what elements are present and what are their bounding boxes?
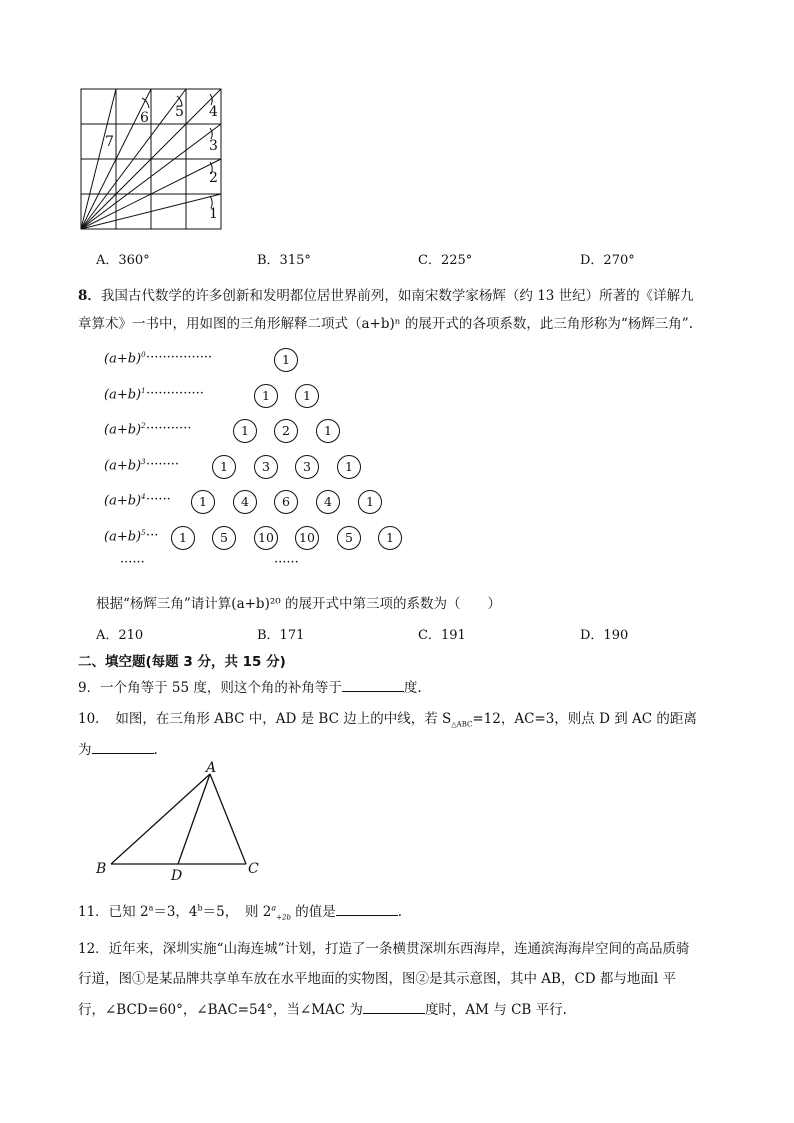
q11-exp-2b: +2b xyxy=(276,913,291,922)
triangle-ellipsis-left: ······ xyxy=(120,555,145,570)
q8-line1: 我国古代数学的许多创新和发明都位居世界前列，如南宋数学家杨辉（约 13 世纪）所著的《详解九 xyxy=(100,288,694,304)
q11-exp-b: b xyxy=(197,903,203,913)
coeff-circle: 4 xyxy=(233,490,257,514)
q11-mid3: 的值是 xyxy=(290,904,336,920)
q12-post: 度时，AM 与 CB 平行. xyxy=(424,1002,567,1018)
coeff-circle: 3 xyxy=(295,455,319,479)
coeff-circle: 1 xyxy=(274,348,298,372)
q8-question: 根据“杨辉三角”请计算(a+b)²⁰ 的展开式中第三项的系数为（ ） xyxy=(96,596,501,612)
q10-pre: 10． 如图，在三角形 ABC 中，AD 是 BC 边上的中线，若 S xyxy=(78,711,452,727)
vertex-label-b: B xyxy=(96,861,107,877)
q7-option-c[interactable]: C．225° xyxy=(418,253,473,268)
q10-line2-pre: 为 xyxy=(78,742,92,758)
q8-text-line1 xyxy=(78,284,694,304)
q11-mid2: ＝5， 则 2 xyxy=(202,904,272,920)
coeff-circle: 1 xyxy=(337,455,361,479)
q12-text-line3 xyxy=(78,998,567,1018)
triangle-abc-figure xyxy=(92,760,272,884)
coeff-circle: 1 xyxy=(171,526,195,550)
grid-label-7: 7 xyxy=(105,134,114,150)
q11-text xyxy=(78,900,402,922)
row-exponent: 4 xyxy=(141,493,146,501)
q11-exp-a: a xyxy=(148,903,154,913)
row-label: (a+b) xyxy=(104,493,142,509)
q10-sub: △ABC xyxy=(451,720,473,729)
q8-option-a[interactable]: A．210 xyxy=(96,628,144,643)
coeff-circle: 1 xyxy=(254,384,278,408)
coeff-circle: 4 xyxy=(316,490,340,514)
q12-pre: 行，∠BCD=60°，∠BAC=54°，当∠MAC 为 xyxy=(78,1002,363,1018)
q10-text-line1 xyxy=(78,707,697,729)
q8-option-b[interactable]: B．171 xyxy=(257,628,305,643)
q10-line2-post: . xyxy=(153,742,158,758)
q11-exp-a2: a xyxy=(271,903,277,913)
row-exponent: 0 xyxy=(141,351,146,359)
coeff-circle: 5 xyxy=(212,526,236,550)
row-dots: ········ xyxy=(146,457,180,472)
row-label: (a+b) xyxy=(104,458,142,474)
row-label: (a+b) xyxy=(104,351,142,367)
coeff-circle: 10 xyxy=(295,526,319,550)
q9-pre: 9．一个角等于 55 度，则这个角的补角等于 xyxy=(78,680,342,696)
row-dots: ················ xyxy=(146,350,213,365)
row-dots: ··········· xyxy=(146,421,192,436)
coeff-circle: 1 xyxy=(212,455,236,479)
q10-post: =12，AC=3，则点 D 到 AC 的距离 xyxy=(472,711,697,727)
coeff-circle: 1 xyxy=(295,384,319,408)
row-dots: ··· xyxy=(146,528,159,543)
coeff-circle: 10 xyxy=(254,526,278,550)
row-exponent: 2 xyxy=(141,422,146,430)
row-label: (a+b) xyxy=(104,387,142,403)
q8-option-d[interactable]: D．190 xyxy=(580,628,629,643)
q7-option-b[interactable]: B．315° xyxy=(257,253,311,268)
vertex-label-c: C xyxy=(248,861,259,877)
row-label: (a+b) xyxy=(104,529,142,545)
q9-answer-blank[interactable] xyxy=(342,679,404,692)
q7-option-d[interactable]: D．270° xyxy=(580,253,635,268)
q7-option-a[interactable]: A．360° xyxy=(96,253,150,268)
grid-label-5: 5 xyxy=(175,104,184,120)
row-dots: ·············· xyxy=(146,386,204,401)
q10-text-line2 xyxy=(78,738,158,758)
q12-text-line1: 12．近年来，深圳实施“山海连城”计划，打造了一条横贯深圳东西海岸，连通滨海海岸空间的高品质骑 xyxy=(78,941,690,957)
grid-label-4: 4 xyxy=(209,104,218,120)
coeff-circle: 1 xyxy=(316,419,340,443)
q11-mid1: ＝3，4 xyxy=(153,904,198,920)
q12-text-line2: 行道，图①是某品牌共享单车放在水平地面的实物图，图②是其示意图，其中 AB，CD 都与地面l 平 xyxy=(78,971,677,987)
grid-label-6: 6 xyxy=(140,110,149,126)
row-exponent: 3 xyxy=(141,458,146,466)
q11-answer-blank[interactable] xyxy=(336,903,398,916)
q10-answer-blank[interactable] xyxy=(92,741,154,754)
point-label-d: D xyxy=(171,868,183,884)
coeff-circle: 5 xyxy=(337,526,361,550)
q12-answer-blank[interactable] xyxy=(363,1001,425,1014)
coeff-circle: 1 xyxy=(233,419,257,443)
q11-pre: 11．已知 2 xyxy=(78,904,149,920)
coeff-circle: 1 xyxy=(378,526,402,550)
grid-label-2: 2 xyxy=(209,170,218,186)
q9-post: 度. xyxy=(403,680,422,696)
triangle-ellipsis-right: ······ xyxy=(274,555,299,570)
q8-number: 8． xyxy=(78,288,101,304)
grid-label-1: 1 xyxy=(209,206,218,222)
coeff-circle: 3 xyxy=(254,455,278,479)
q11-post: . xyxy=(397,904,403,920)
section-title: 二、填空题(每题 3 分，共 15 分) xyxy=(78,654,286,670)
coeff-circle: 1 xyxy=(191,490,215,514)
coeff-circle: 1 xyxy=(358,490,382,514)
grid-angle-figure xyxy=(78,86,228,232)
row-exponent: 1 xyxy=(141,387,146,395)
row-label: (a+b) xyxy=(104,422,142,438)
row-exponent: 5 xyxy=(141,529,146,537)
vertex-label-a: A xyxy=(206,760,217,776)
coeff-circle: 6 xyxy=(274,490,298,514)
q9-text xyxy=(78,676,422,696)
q8-text-line2: 章算术》一书中，用如图的三角形解释二项式（a+b)ⁿ 的展开式的各项系数，此三角形称为“杨辉三角”. xyxy=(78,316,693,332)
coeff-circle: 2 xyxy=(274,419,298,443)
row-dots: ······ xyxy=(146,492,171,507)
q8-option-c[interactable]: C．191 xyxy=(418,628,466,643)
grid-label-3: 3 xyxy=(209,138,218,154)
